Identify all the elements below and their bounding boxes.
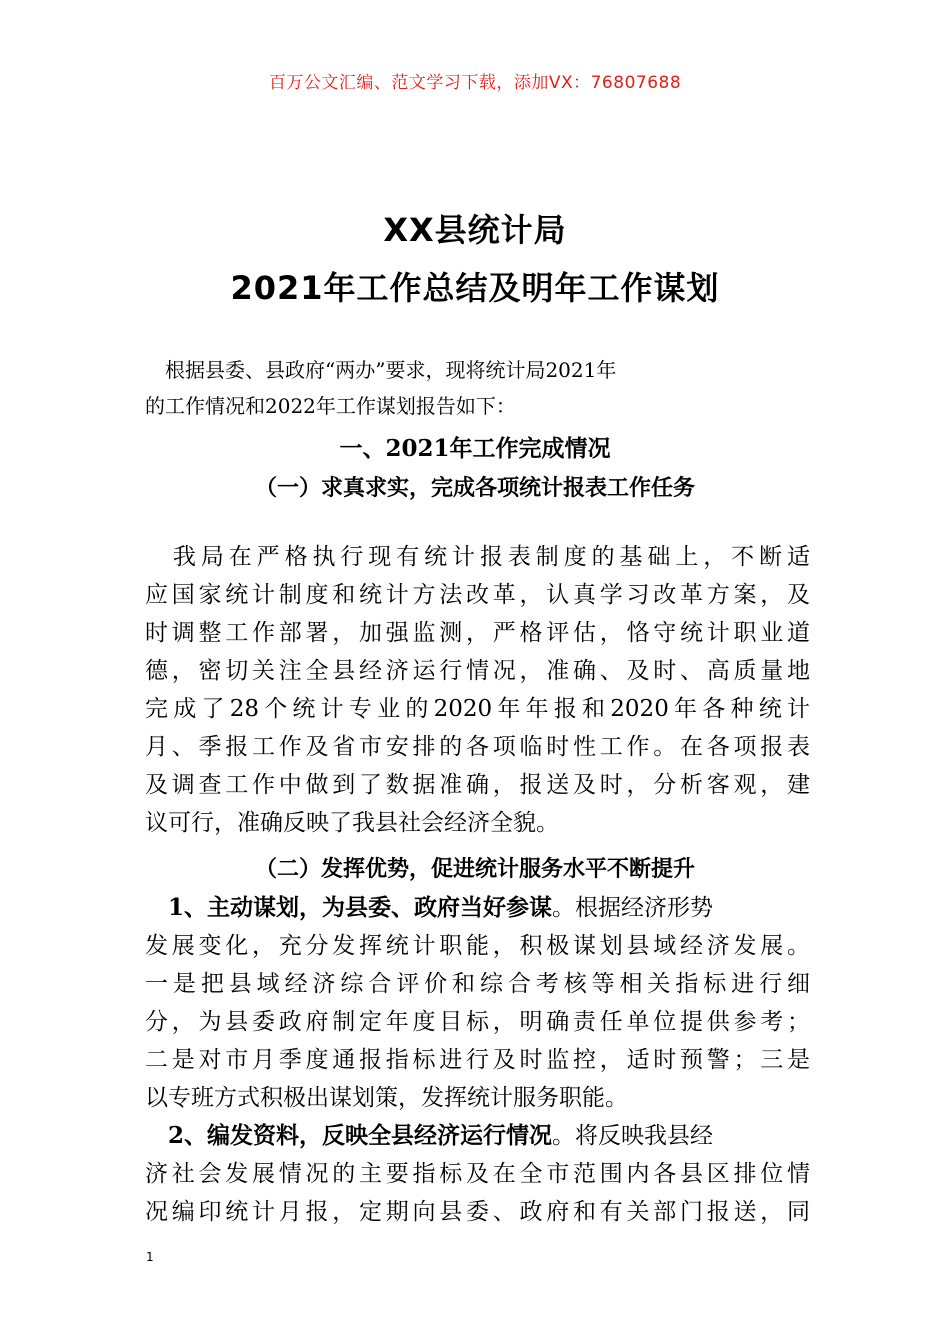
item-1-rest: 。根据经济形势 [552, 895, 714, 921]
paragraph-line: 发展变化，充分发挥统计职能，积极谋划县域经济发展。 [145, 933, 810, 959]
title-line-1: XX县统计局 [383, 211, 567, 249]
paragraph-line: 及调查工作中做到了数据准确，报送及时，分析客观，建 [145, 772, 810, 798]
paragraph-line: 月、季报工作及省市安排的各项临时性工作。在各项报表 [145, 734, 810, 760]
paragraph-line: 应国家统计制度和统计方法改革，认真学习改革方案，及 [145, 582, 810, 608]
paragraph-line: 一是把县域经济综合评价和综合考核等相关指标进行细 [145, 971, 810, 997]
header-banner: 百万公文汇编、范文学习下载，添加VX：76807688 [268, 73, 682, 93]
subsection-heading: （二）发挥优势，促进统计服务水平不断提升 [254, 856, 695, 882]
paragraph-line: 我局在严格执行现有统计报表制度的基础上，不断适 [145, 544, 810, 570]
item-2-bold: 2、编发资料，反映全县经济运行情况 [168, 1122, 553, 1149]
title-line-2: 2021年工作总结及明年工作谋划 [230, 269, 720, 307]
section-heading: 一、2021年工作完成情况 [339, 435, 611, 462]
item-1-bold: 1、主动谋划，为县委、政府当好参谋 [168, 894, 553, 921]
item-2-rest: 。将反映我县经 [552, 1123, 714, 1149]
subsection-heading: （一）求真求实，完成各项统计报表工作任务 [254, 475, 695, 501]
paragraph-line: 德，密切关注全县经济运行情况，准确、及时、高质量地 [145, 658, 810, 684]
page-number: 1 [146, 1250, 154, 1264]
paragraph-line: 二是对市月季度通报指标进行及时监控，适时预警；三是 [145, 1047, 810, 1073]
intro-line: 的工作情况和2022年工作谋划报告如下： [145, 394, 516, 418]
paragraph-line: 议可行，准确反映了我县社会经济全貌。 [145, 810, 559, 836]
item-2-lead [145, 1118, 810, 1154]
paragraph-line: 完成了28个统计专业的2020年年报和2020年各种统计 [145, 696, 810, 722]
item-1-lead [145, 890, 810, 926]
intro-line: 根据县委、县政府“两办”要求，现将统计局2021年 [145, 358, 617, 382]
paragraph-line: 分，为县委政府制定年度目标，明确责任单位提供参考； [145, 1009, 810, 1035]
paragraph-line: 况编印统计月报，定期向县委、政府和有关部门报送，同 [145, 1199, 810, 1225]
paragraph-line: 以专班方式积极出谋划策，发挥统计服务职能。 [145, 1085, 628, 1111]
paragraph-line: 济社会发展情况的主要指标及在全市范围内各县区排位情 [145, 1161, 810, 1187]
paragraph-line: 时调整工作部署，加强监测，严格评估，恪守统计职业道 [145, 620, 810, 646]
